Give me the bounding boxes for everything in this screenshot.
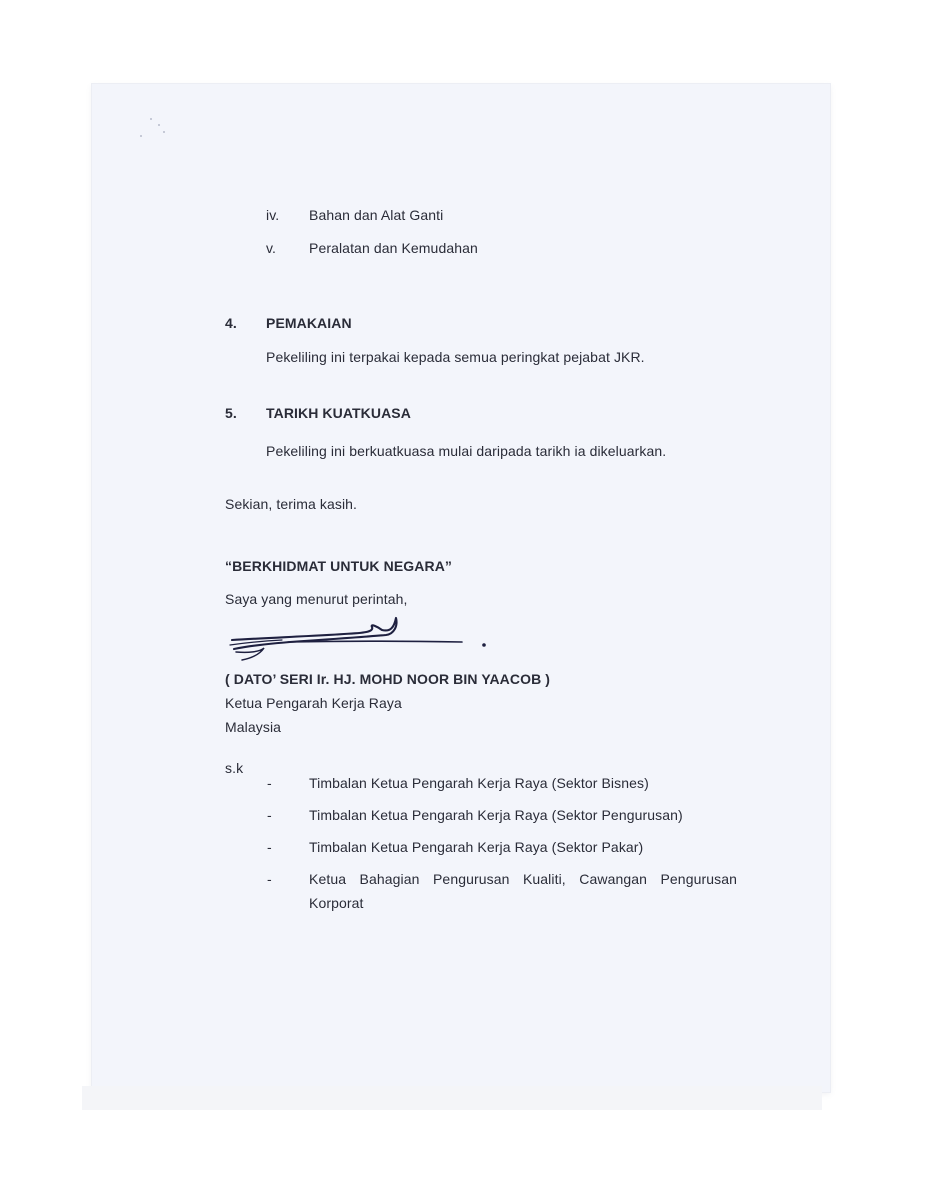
list-item-number: iv. [266, 207, 280, 223]
closing-text: Sekian, terima kasih. [225, 496, 358, 512]
section-body: Pekeliling ini terpakai kepada semua peringkat pejabat JKR. [266, 349, 645, 365]
document-page [92, 84, 830, 1092]
signatory-title: Ketua Pengarah Kerja Raya [225, 695, 402, 711]
scan-speck [158, 124, 160, 126]
signature-image [224, 612, 504, 668]
section-heading: TARIKH KUATKUASA [266, 405, 411, 421]
cc-item-continued: Korporat [309, 895, 364, 911]
section-heading: PEMAKAIAN [266, 315, 352, 331]
cc-dash: - [267, 839, 272, 855]
cc-item: Timbalan Ketua Pengarah Kerja Raya (Sektor Pengurusan) [309, 807, 683, 823]
section-number: 4. [225, 315, 237, 331]
section-body: Pekeliling ini berkuatkuasa mulai daripada tarikh ia dikeluarkan. [266, 443, 667, 459]
cc-dash: - [267, 807, 272, 823]
scan-speck [150, 118, 152, 120]
scan-speck [140, 135, 142, 137]
cc-label: s.k [225, 760, 244, 776]
cc-dash: - [267, 775, 272, 791]
motto: “BERKHIDMAT UNTUK NEGARA” [225, 558, 453, 574]
cc-item: Ketua Bahagian Pengurusan Kualiti, Cawangan Pengurusan [309, 871, 737, 887]
list-item-number: v. [266, 240, 277, 256]
signatory-country: Malaysia [225, 719, 282, 735]
scan-speck [163, 131, 165, 133]
page-shadow-edge [82, 1086, 822, 1110]
list-item-text: Bahan dan Alat Ganti [309, 207, 444, 223]
saya-line: Saya yang menurut perintah, [225, 591, 408, 607]
cc-dash: - [267, 871, 272, 887]
cc-item: Timbalan Ketua Pengarah Kerja Raya (Sektor Bisnes) [309, 775, 649, 791]
cc-item: Timbalan Ketua Pengarah Kerja Raya (Sektor Pakar) [309, 839, 644, 855]
signatory-name: ( DATO’ SERI Ir. HJ. MOHD NOOR BIN YAACOB ) [225, 671, 551, 687]
list-item-text: Peralatan dan Kemudahan [309, 240, 478, 256]
section-number: 5. [225, 405, 237, 421]
